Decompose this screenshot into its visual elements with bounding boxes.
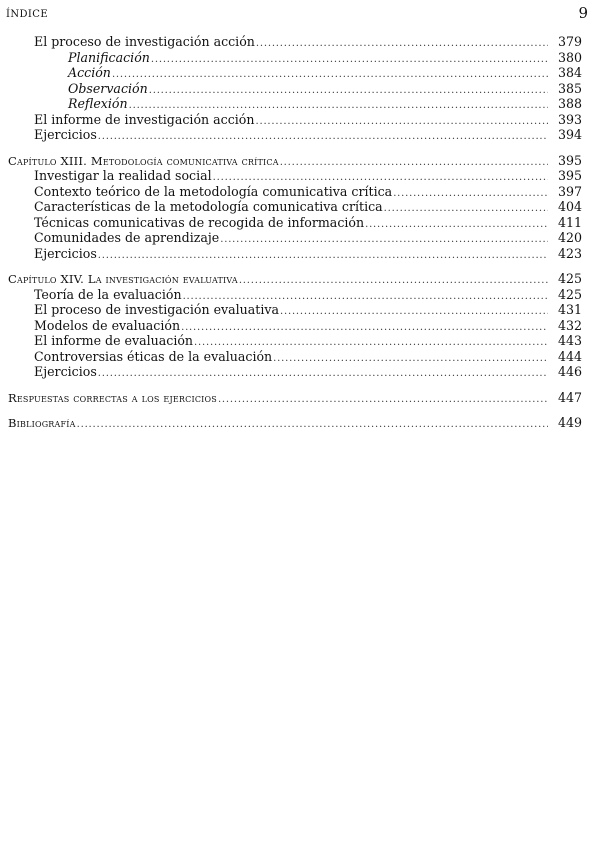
toc-entry-title: Capítulo XIV. La investigación evaluativa xyxy=(8,272,238,286)
toc-entry-page: 447 xyxy=(557,389,582,405)
toc-group xyxy=(8,390,582,406)
toc-entry-page: 393 xyxy=(557,111,582,127)
table-of-contents xyxy=(8,34,582,441)
toc-entry-page: 395 xyxy=(557,168,582,183)
toc-entry-page: 380 xyxy=(557,49,582,65)
toc-entry-title: El proceso de investigación acción xyxy=(34,34,255,49)
toc-entry-page: 395 xyxy=(557,152,582,168)
toc-subsection-entry xyxy=(8,65,582,81)
toc-section-entry xyxy=(8,246,582,262)
dot-leader xyxy=(77,416,548,433)
toc-entry-page: 420 xyxy=(557,230,582,245)
toc-entry-page: 446 xyxy=(557,364,582,379)
toc-group xyxy=(8,271,582,380)
toc-section-entry xyxy=(8,34,582,50)
toc-entry-page: 385 xyxy=(557,80,582,96)
toc-section-entry xyxy=(8,127,582,143)
toc-section-entry xyxy=(8,318,582,334)
toc-entry-page: 384 xyxy=(557,65,582,80)
toc-entry-page: 394 xyxy=(557,127,582,142)
toc-entry-title: El informe de investigación acción xyxy=(34,111,255,127)
toc-entry-page: 431 xyxy=(557,302,582,317)
toc-chapter-entry xyxy=(8,153,582,169)
toc-group xyxy=(8,34,582,143)
toc-entry-page: 432 xyxy=(557,317,582,333)
toc-entry-page: 379 xyxy=(557,34,582,49)
toc-section-entry xyxy=(8,215,582,231)
toc-entry-title: Acción xyxy=(68,65,111,80)
toc-entry-title: Ejercicios xyxy=(34,127,97,142)
toc-entry-page: 397 xyxy=(557,183,582,199)
running-head xyxy=(6,4,594,26)
toc-section-entry xyxy=(8,364,582,380)
toc-section-entry xyxy=(8,230,582,246)
toc-entry-title: Teoría de la evaluación xyxy=(34,286,182,302)
page-number: 9 xyxy=(578,4,588,22)
toc-entry-title: Observación xyxy=(68,80,148,96)
toc-entry-title: Modelos de evaluación xyxy=(34,317,181,333)
dot-leader xyxy=(98,127,548,145)
toc-section-entry xyxy=(8,333,582,349)
toc-entry-title: Bibliografía xyxy=(8,416,76,430)
toc-entry-page: 425 xyxy=(557,286,582,302)
toc-group xyxy=(8,153,582,262)
dot-leader xyxy=(98,364,548,382)
toc-entry-title: Comunidades de aprendizaje xyxy=(34,230,220,245)
toc-entry-title: Respuestas correctas a los ejercicios xyxy=(8,390,217,405)
toc-entry-title: Controversias éticas de la evaluación xyxy=(34,348,273,364)
toc-entry-page: 423 xyxy=(557,245,582,261)
toc-entry-title: Características de la metodología comunicativa crítica xyxy=(34,199,383,214)
toc-entry-title: Ejercicios xyxy=(34,364,97,379)
toc-section-entry xyxy=(8,349,582,365)
toc-section-entry xyxy=(8,168,582,184)
toc-section-entry xyxy=(8,112,582,128)
toc-entry-page: 404 xyxy=(557,199,582,214)
toc-entry-title: Contexto teórico de la metodología comunicativa crítica xyxy=(34,183,393,199)
toc-subsection-entry xyxy=(8,96,582,112)
toc-chapter-entry xyxy=(8,271,582,287)
toc-section-entry xyxy=(8,199,582,215)
toc-entry-title: El proceso de investigación evaluativa xyxy=(34,302,280,317)
toc-entry-title: Capítulo XIII. Metodología comunicativa crítica xyxy=(8,153,279,168)
toc-entry-title: Ejercicios xyxy=(34,245,97,261)
toc-entry-page: 449 xyxy=(557,415,582,430)
dot-leader xyxy=(98,246,548,264)
toc-group xyxy=(8,415,582,431)
toc-subsection-entry xyxy=(8,81,582,97)
toc-chapter-entry xyxy=(8,390,582,406)
toc-entry-page: 443 xyxy=(557,333,582,348)
toc-subsection-entry xyxy=(8,50,582,66)
toc-entry-page: 425 xyxy=(557,271,582,286)
toc-entry-page: 388 xyxy=(557,96,582,111)
toc-section-entry xyxy=(8,287,582,303)
toc-entry-title: Reflexión xyxy=(68,96,128,111)
dot-leader xyxy=(218,391,548,408)
toc-entry-page: 411 xyxy=(557,214,582,230)
running-head-title: ÍNDICE xyxy=(6,9,49,20)
toc-section-entry xyxy=(8,302,582,318)
toc-entry-title: Técnicas comunicativas de recogida de información xyxy=(34,214,365,230)
toc-entry-title: Investigar la realidad social xyxy=(34,168,212,183)
toc-entry-page: 444 xyxy=(557,348,582,364)
toc-entry-title: Planificación xyxy=(68,49,150,65)
toc-section-entry xyxy=(8,184,582,200)
toc-entry-title: El informe de evaluación xyxy=(34,333,194,348)
toc-chapter-entry xyxy=(8,415,582,431)
